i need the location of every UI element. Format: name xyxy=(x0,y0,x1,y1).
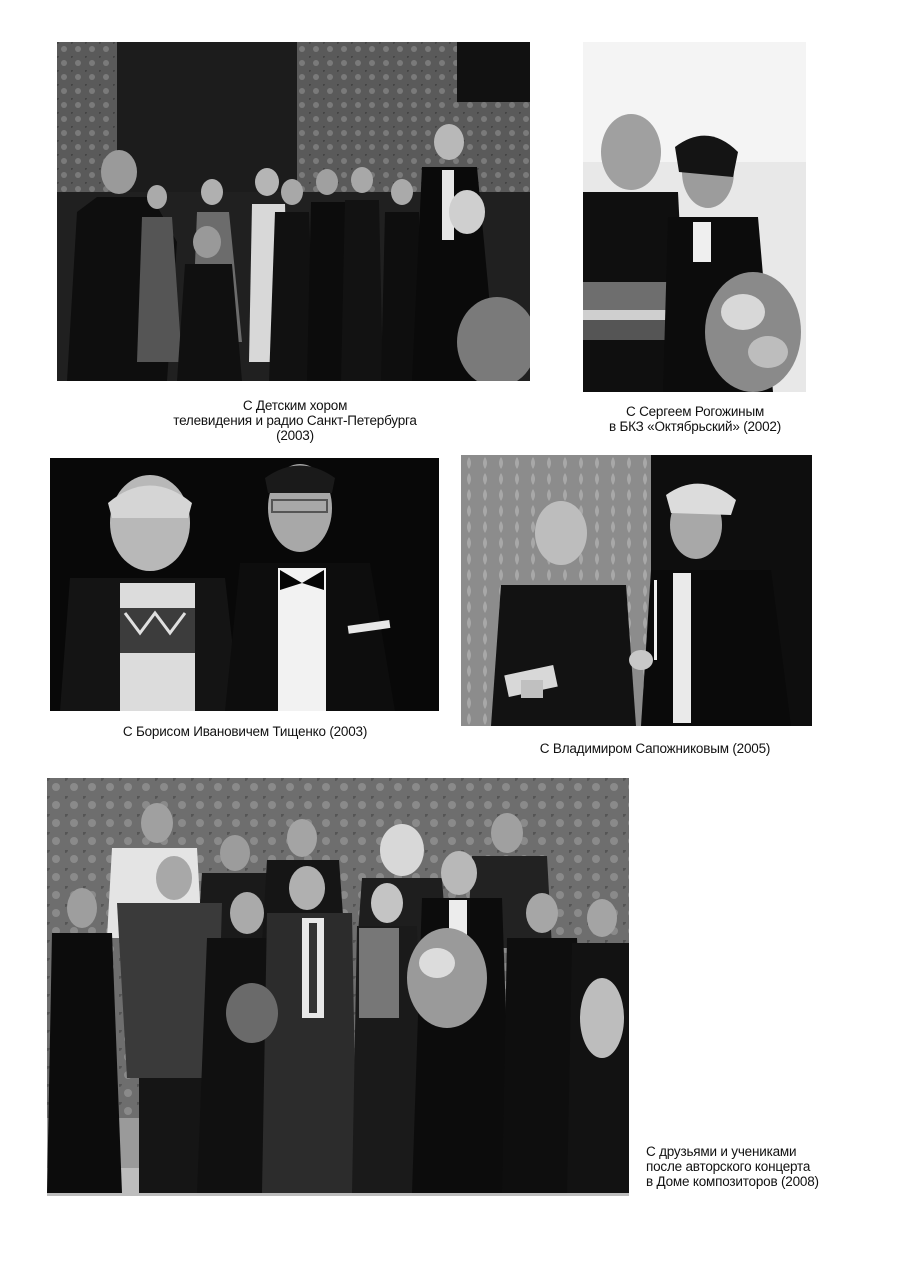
caption-children-choir xyxy=(150,398,440,443)
caption-line: в Доме композиторов (2008) xyxy=(646,1174,819,1189)
photo-rogozhin-image xyxy=(583,42,806,392)
caption-line: телевидения и радио Санкт-Петербурга xyxy=(173,413,417,428)
photo-sapozhnikov-image xyxy=(461,455,812,726)
photo-children-choir-image xyxy=(57,42,530,381)
caption-sapozhnikov xyxy=(505,741,805,756)
caption-line: после авторского концерта xyxy=(646,1159,811,1174)
caption-tishchenko xyxy=(95,724,395,739)
caption-line: С Детским хором xyxy=(242,398,348,413)
photo-children-choir xyxy=(57,42,530,381)
photo-tishchenko xyxy=(50,458,439,711)
photo-friends-students xyxy=(47,778,629,1196)
caption-line: С Владимиром Сапожниковым (2005) xyxy=(539,741,771,756)
caption-line: С Борисом Ивановичем Тищенко (2003) xyxy=(122,724,368,739)
caption-line: С друзьями и учениками xyxy=(646,1144,797,1159)
photo-rogozhin xyxy=(583,42,806,392)
photo-friends-students-image xyxy=(47,778,629,1196)
caption-line: (2003) xyxy=(276,428,314,443)
photo-tishchenko-image xyxy=(50,458,439,711)
caption-line: С Сергеем Рогожиным xyxy=(625,404,765,419)
caption-line: в БКЗ «Октябрьский» (2002) xyxy=(608,419,782,434)
caption-friends-students xyxy=(646,1144,886,1189)
caption-rogozhin xyxy=(575,404,815,434)
photo-sapozhnikov xyxy=(461,455,812,726)
